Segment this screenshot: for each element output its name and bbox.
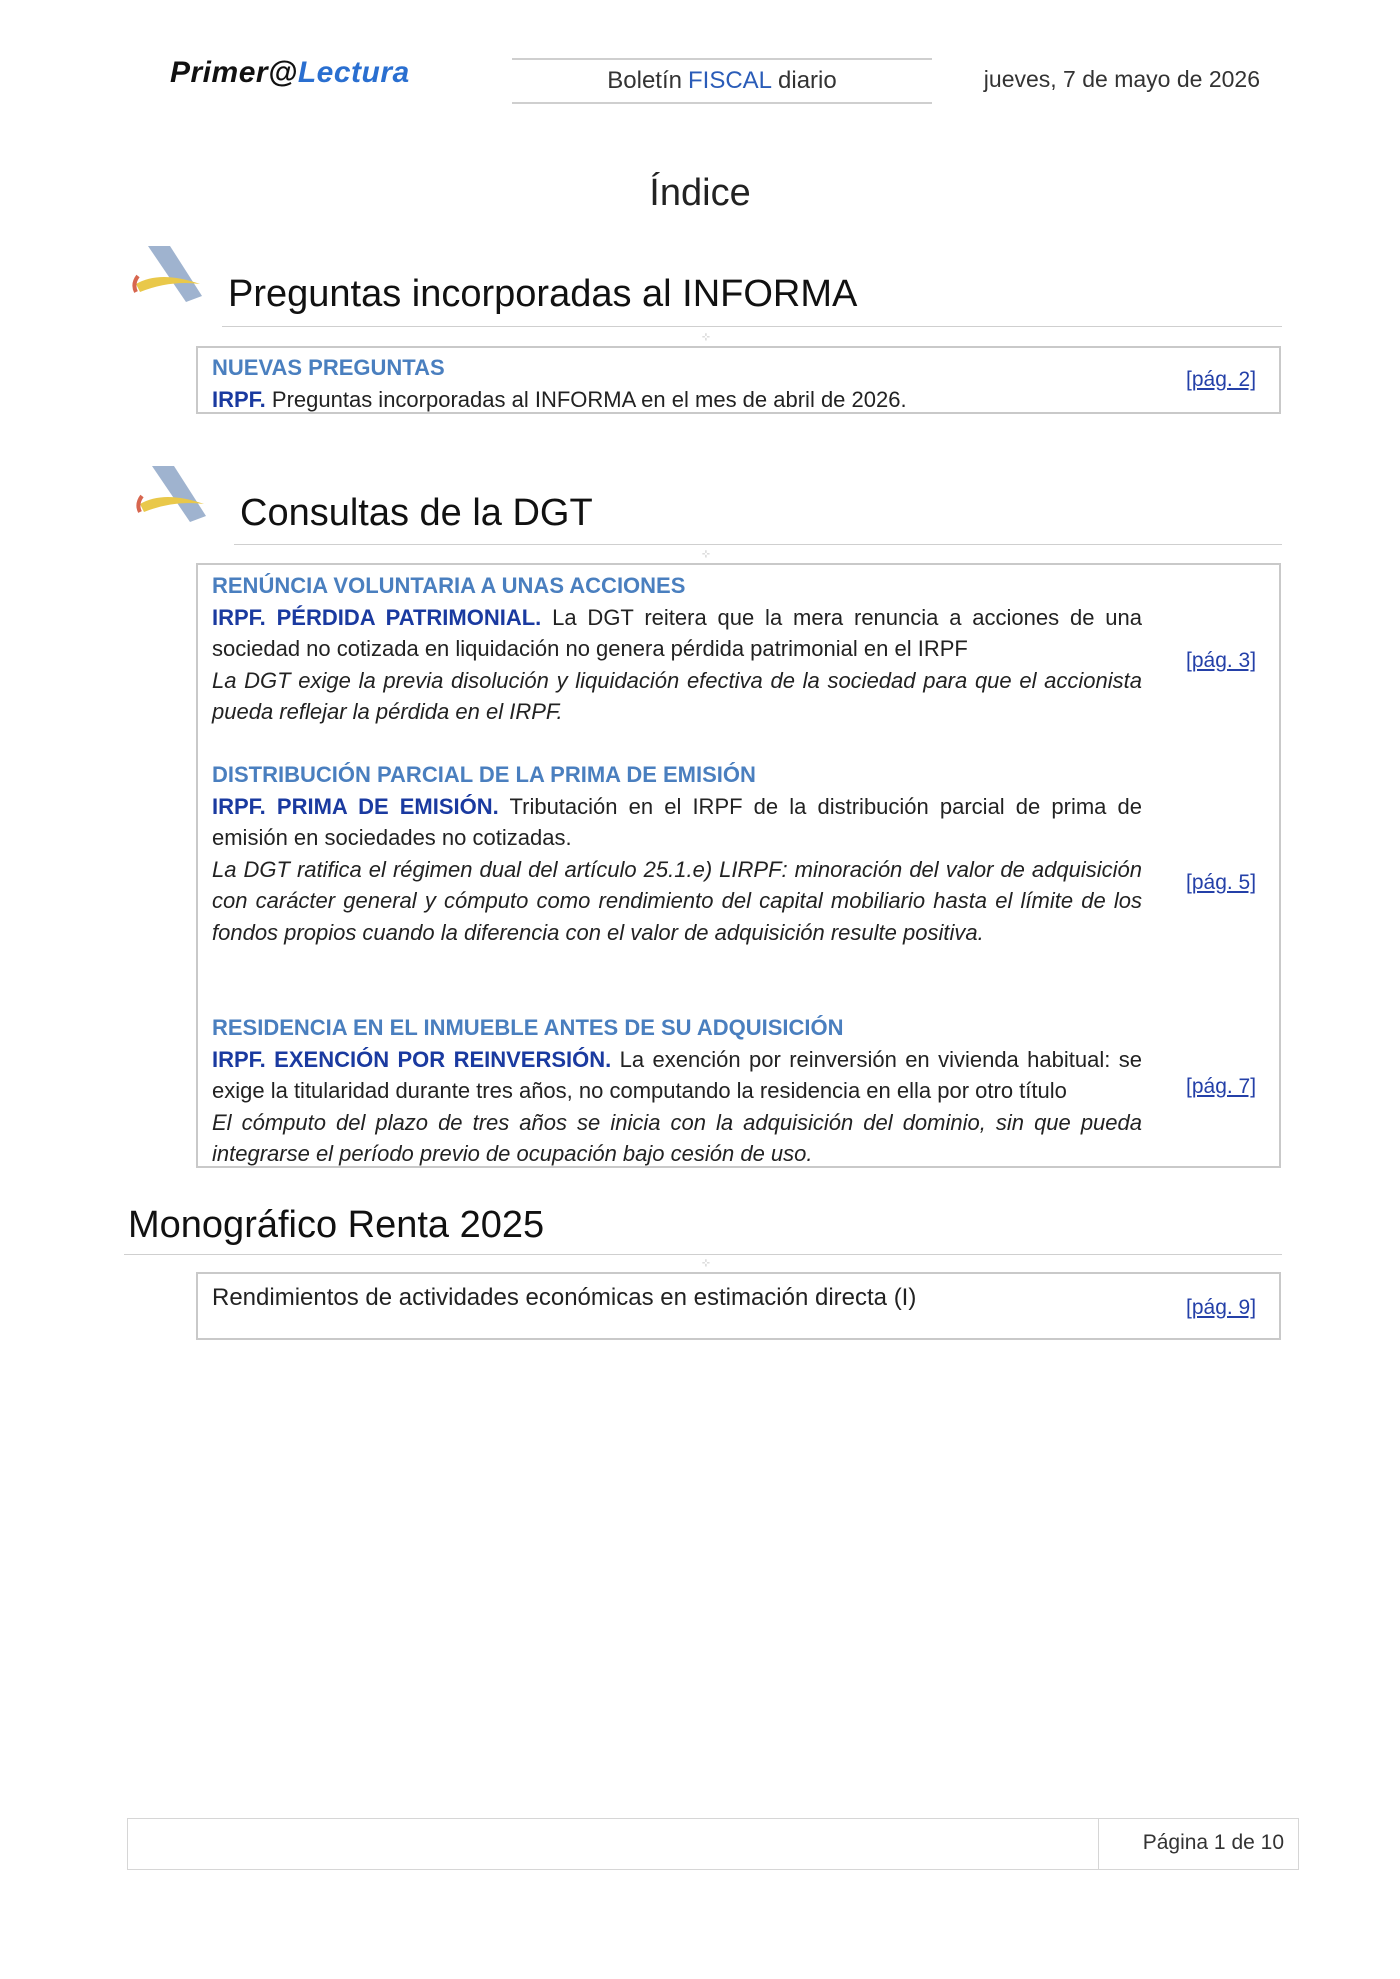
section-title: Monográfico Renta 2025 [128,1204,545,1246]
entry-summary: La DGT ratifica el régimen dual del artículo 25.1.e) LIRPF: minoración del valor de adquisición con carácter general y cómputo como rendimiento del capital mobiliario hasta el límite de los fondos propios cuando la diferencia con el valor de adquisición resulte positiva. [212,856,1142,945]
monografico-box [196,1272,1281,1340]
page-link[interactable]: [pág. 2] [1186,368,1257,391]
entry-category: RESIDENCIA EN EL INMUEBLE ANTES DE SU ADQUISICIÓN [212,1015,844,1040]
section-dgt-heading [130,460,1282,550]
page-footer [127,1818,1299,1870]
bulletin-title [512,58,932,104]
entry-lead: IRPF. PÉRDIDA PATRIMONIAL. [212,604,542,630]
dgt-box [196,563,1281,1168]
section-divider [234,544,1282,545]
agencia-tributaria-logo-icon [134,460,214,530]
index-entry [212,1012,1142,1170]
page-link[interactable]: [pág. 5] [1186,871,1257,894]
bulletin-title-fiscal: FISCAL [687,67,773,94]
section-informa-heading [130,240,1282,330]
brand-name-part2: Lectura [297,56,410,89]
index-entry [212,759,1142,948]
page-number: Página 1 de 10 [1142,1831,1284,1854]
header-date: jueves, 7 de mayo de 2026 [983,66,1260,92]
entry-lead: IRPF. PRIMA DE EMISIÓN. [212,793,499,819]
entry-text: Tributación en el IRPF de la distribución parcial de prima de emisión en sociedades no cotizadas. [212,793,1142,850]
section-divider [222,326,1282,327]
footer-divider [1098,1819,1099,1869]
bulletin-title-pre: Boletín [607,67,682,94]
section-title: Consultas de la DGT [240,492,593,534]
page-link[interactable]: [pág. 9] [1186,1296,1257,1319]
brand-logo [170,56,410,90]
brand-name-part1: Primer@ [170,56,298,89]
bulletin-title-post: diario [778,67,837,94]
anchor-icon: ⊹ [701,1258,711,1269]
index-entry [212,570,1142,728]
entry-text: Preguntas incorporadas al INFORMA en el mes de abril de 2026. [265,386,907,412]
entry-summary: La DGT exige la previa disolución y liquidación efectiva de la sociedad para que el accionista pueda reflejar la pérdida en el IRPF. [212,667,1142,724]
index-entry [212,352,1142,415]
entry-text: La DGT reitera que la mera renuncia a acciones de una sociedad no cotizada en liquidación no genera pérdida patrimonial en el IRPF [212,604,1142,661]
anchor-icon: ⊹ [701,549,711,560]
entry-text: Rendimientos de actividades económicas en estimación directa (I) [212,1284,917,1311]
entry-category: NUEVAS PREGUNTAS [212,355,445,380]
informa-box [196,346,1281,414]
entry-lead: IRPF. [212,386,266,412]
entry-text: La exención por reinversión en vivienda habitual: se exige la titularidad durante tres años, no computando la residencia en ella por otro título [212,1046,1142,1103]
entry-category: RENÚNCIA VOLUNTARIA A UNAS ACCIONES [212,573,686,598]
anchor-icon: ⊹ [701,332,711,343]
agencia-tributaria-logo-icon [130,240,210,310]
section-title: Preguntas incorporadas al INFORMA [228,273,858,315]
page-link[interactable]: [pág. 7] [1186,1075,1257,1098]
section-divider [124,1254,1282,1255]
entry-category: DISTRIBUCIÓN PARCIAL DE LA PRIMA DE EMISIÓN [212,762,756,787]
page-link[interactable]: [pág. 3] [1186,649,1257,672]
index-title: Índice [649,172,751,214]
entry-lead: IRPF. EXENCIÓN POR REINVERSIÓN. [212,1046,612,1072]
entry-summary: El cómputo del plazo de tres años se inicia con la adquisición del dominio, sin que pueda integrarse el período previo de ocupación bajo cesión de uso. [212,1109,1142,1166]
